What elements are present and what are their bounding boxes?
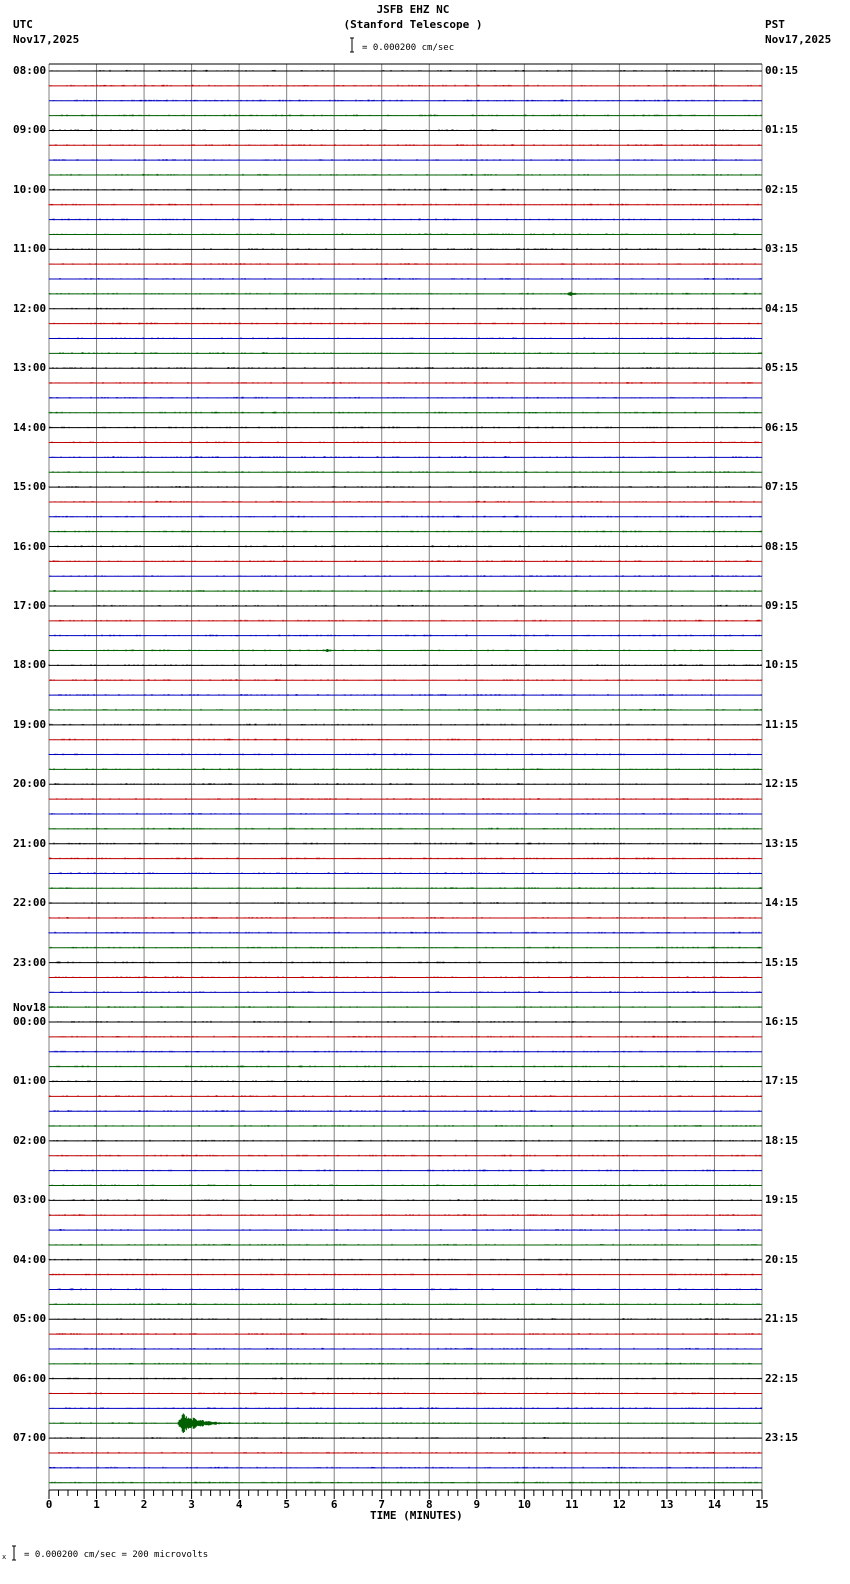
- pst-hour-label: 23:15: [765, 1431, 799, 1445]
- utc-hour-label: 23:00: [13, 955, 47, 969]
- utc-hour-label: 09:00: [13, 123, 47, 137]
- utc-hour-label: 18:00: [13, 658, 47, 672]
- pst-hour-label: 01:15: [765, 123, 799, 137]
- utc-hour-label: 21:00: [13, 836, 47, 850]
- x-tick-label: 14: [707, 1498, 722, 1511]
- x-tick-label: 7: [378, 1498, 386, 1511]
- left-date-label: Nov17,2025: [13, 33, 80, 46]
- utc-hour-label: 06:00: [13, 1371, 47, 1385]
- x-tick-label: 13: [660, 1498, 674, 1511]
- pst-hour-label: 13:15: [765, 836, 799, 850]
- utc-hour-label: 19:00: [13, 717, 47, 731]
- pst-hour-label: 15:15: [765, 955, 799, 969]
- utc-hour-label: 03:00: [13, 1193, 47, 1207]
- pst-hour-label: 02:15: [765, 182, 799, 196]
- pst-hour-label: 10:15: [765, 658, 799, 672]
- pst-hour-label: 00:15: [765, 64, 799, 77]
- utc-hour-label: 12:00: [13, 301, 47, 315]
- x-tick-label: 1: [93, 1498, 100, 1511]
- utc-hour-label: 01:00: [13, 1074, 47, 1088]
- pst-hour-label: 07:15: [765, 480, 799, 494]
- pst-hour-label: 14:15: [765, 896, 799, 910]
- left-timezone-label: UTC: [13, 18, 33, 31]
- utc-hour-label: 08:00: [13, 64, 47, 77]
- utc-hour-label: 11:00: [13, 242, 47, 256]
- utc-hour-label: 17:00: [13, 598, 47, 612]
- x-tick-label: 5: [283, 1498, 290, 1511]
- x-tick-label: 15: [755, 1498, 769, 1511]
- pst-hour-label: 17:15: [765, 1074, 799, 1088]
- pst-hour-label: 11:15: [765, 717, 799, 731]
- scale-prefix: x: [2, 1553, 7, 1561]
- utc-hour-label: 22:00: [13, 896, 47, 910]
- pst-hour-label: 19:15: [765, 1193, 799, 1207]
- x-axis-label: TIME (MINUTES): [370, 1509, 463, 1522]
- right-date-label: Nov17,2025: [765, 33, 832, 46]
- pst-hour-label: 05:15: [765, 361, 799, 375]
- date-change-label: Nov18: [13, 1001, 47, 1015]
- scale-legend-bottom: = 0.000200 cm/sec = 200 microvolts: [24, 1550, 209, 1560]
- utc-hour-label: 14:00: [13, 420, 47, 434]
- seismic-event: [567, 292, 590, 296]
- trace-waveform: [49, 441, 761, 443]
- utc-hour-label: 00:00: [13, 1015, 47, 1029]
- seismic-event: [177, 1414, 243, 1434]
- utc-hour-label: 10:00: [13, 182, 47, 196]
- x-tick-label: 0: [45, 1498, 53, 1511]
- utc-hour-label: 16:00: [13, 539, 47, 553]
- utc-hour-label: 20:00: [13, 777, 47, 791]
- scale-legend-top: = 0.000200 cm/sec: [362, 43, 455, 53]
- pst-hour-label: 06:15: [765, 420, 799, 434]
- utc-hour-label: 05:00: [13, 1312, 47, 1326]
- pst-hour-label: 09:15: [765, 598, 799, 612]
- pst-hour-label: 08:15: [765, 539, 799, 553]
- x-tick-label: 12: [612, 1498, 627, 1511]
- x-tick-label: 2: [140, 1498, 148, 1511]
- pst-hour-label: 21:15: [765, 1312, 799, 1326]
- x-tick-label: 6: [330, 1498, 338, 1511]
- x-tick-label: 3: [188, 1498, 195, 1511]
- x-tick-label: 11: [565, 1498, 579, 1511]
- pst-hour-label: 22:15: [765, 1371, 799, 1385]
- x-tick-label: 8: [425, 1498, 433, 1511]
- utc-hour-label: 04:00: [13, 1252, 47, 1266]
- pst-hour-label: 12:15: [765, 777, 799, 791]
- x-tick-label: 9: [473, 1498, 481, 1511]
- utc-hour-label: 02:00: [13, 1133, 47, 1147]
- pst-hour-label: 16:15: [765, 1015, 799, 1029]
- pst-hour-label: 18:15: [765, 1133, 799, 1147]
- x-tick-label: 4: [235, 1498, 243, 1511]
- utc-hour-label: 15:00: [13, 480, 47, 494]
- right-timezone-label: PST: [765, 18, 785, 31]
- utc-hour-label: 13:00: [13, 361, 47, 375]
- utc-hour-label: 07:00: [13, 1431, 47, 1445]
- seismic-event: [325, 649, 348, 652]
- chart-subtitle: (Stanford Telescope ): [343, 18, 483, 31]
- pst-hour-label: 04:15: [765, 301, 799, 315]
- pst-hour-label: 20:15: [765, 1252, 799, 1266]
- chart-title: JSFB EHZ NC: [376, 3, 450, 16]
- x-tick-label: 10: [517, 1498, 531, 1511]
- pst-hour-label: 03:15: [765, 242, 799, 256]
